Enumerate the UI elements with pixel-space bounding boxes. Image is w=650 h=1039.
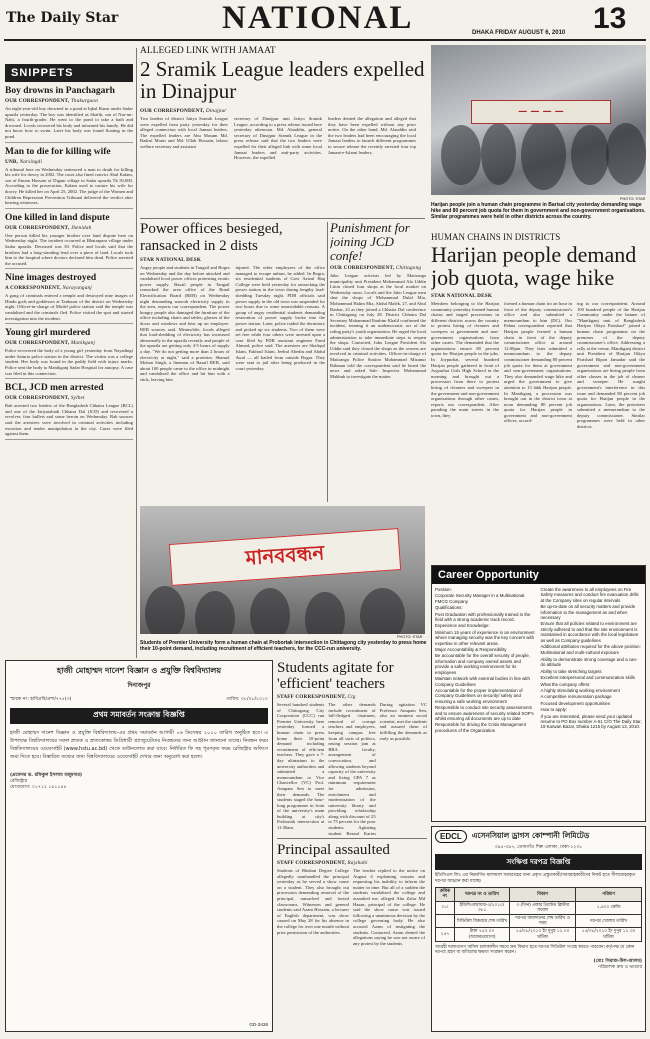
tender-title: সংক্ষিপ্ত দরপত্র বিজ্ঞপ্তি <box>435 854 642 870</box>
table-cell: টাকা ৭৫০.০০ (অফেরতযোগ্য) <box>454 928 509 941</box>
dateline: DHAKA FRIDAY AUGUST 6, 2010 <box>472 30 566 36</box>
table-cell: ইডিসিএল/আর-৩/২০১০/ ৩৮১ <box>454 901 509 914</box>
career-line: Qualifications: <box>435 605 463 611</box>
memo-number: স্মারক নং: হাবিপ্রবি/প্রশা/৭৭৫(৩) <box>10 697 72 702</box>
career-line: If you are interested, please send your updated resume to PO Box number A-61 C/O The Daily Star, 19 Karwan Bazar, Dhaka 1215 by August 13, 2010. <box>540 713 642 730</box>
table-cell: ১৫/০৮/২০১০ ইং দুপুর ১২.৩০ ঘটিকা <box>576 928 642 941</box>
career-line: Accountable for the proper implementation of Company Guidelines on security/ safety and ensuring a safe working environment <box>435 687 523 704</box>
snippet-item <box>5 383 133 440</box>
company-address: ৩৯৫-৩৯৭, তেজগাঁও শিল্প এলাকা, ঢাকা-১২০৮ <box>494 845 583 850</box>
col-3: leaders denied the allegation and alleged that they have been expelled without any prior notice. On the other hand, Md. Alauddin said the two leaders had been encouraging the local Jamaat leaders to launch different programmes to secure release the recently arrested four top Jamaat-e-Islami leaders. <box>328 116 416 155</box>
byline: OUR CORRESPONDENT, Dinajpur <box>140 108 227 114</box>
byline: STAR NATIONAL DESK <box>431 293 493 299</box>
snippet-body: One person killed his younger brother over land dispute here on Wednesday night. The incident occurred at Bhatrapara village under Sadar upazila. Deceased was 30. Police and locals said that the brothers had a long-standing feud over a piece of land. Locals took him to the hospital where doctors declared him dead. Police arrested the accused. <box>5 232 133 266</box>
headline: Students agitate for 'efficient' teachers <box>277 660 394 692</box>
snippet-body: A tribunal here on Wednesday sentenced a man to death for killing his wife for dowry in 2002. The court also fined convict Abul Kalam, son of Emam Hossain of Digam village in Sadar upazila Tk 50,000. According to the prosecution, Kalam used to torture his wife for dowry. He killed her on April 25, 2002. The judge of the Women and Children Repression Prevention Tribunal delivered the verdict after hearing witnesses. <box>5 166 133 206</box>
col-1: Two leaders of district Jatiyo Sramik League were expelled from party yesterday for their alleged connection with local Jamaat leaders. The expelled leaders are Abu Masum Md. Badrul Monir and Md. Ullah Hossain, labour welfare secretary and assistant <box>140 116 228 149</box>
career-line: Focused development opportunities <box>540 700 611 706</box>
table-cell: দরপত্র খোলার তারিখ <box>576 915 642 928</box>
headline: Harijan people demand job quota, wage hike <box>431 242 637 290</box>
snippet-byline: OUR CORRESPONDENT, Manikganj <box>5 340 96 347</box>
tender-col-header: দরপত্র নং ও তারিখ <box>454 888 509 901</box>
gd-number: GD-3436 <box>249 1022 268 1027</box>
edcl-logo: EDCL <box>435 830 467 843</box>
table-cell: ১৫/০৮/২০১০ ইং দুপুর ১২.০০ ঘটিকা <box>510 928 576 941</box>
snippet-title: Nine images destroyed <box>5 273 97 284</box>
students-banner: মানববন্ধন <box>169 528 401 586</box>
harijan-caption: Harijan people join a human chain programme in Barisal city yesterday demanding wage hike and 80 percent job quota for them in government and non-government organisations. Similar programmes were held in other districts across the country. <box>431 202 646 220</box>
tender-col-header: বিবরণ <box>510 888 576 901</box>
career-line: Additional attributes required for the above position: <box>540 644 641 650</box>
career-line: Corporate Security Manager in a Multinational FMCG Company <box>435 593 525 604</box>
masthead <box>0 0 650 38</box>
headline: Punishment for joining JCD confe! <box>330 221 410 263</box>
col-1: Members belonging to the Harijan community yesterday formed human chains and staged processions in different districts across the country to protest hiring of cleaners and sweepers at government and non-government organisations from other castes. The demanded that the organisations ensure 80 percent quota for Harijan people in the jobs. In Joypurhat, several hundred Harijan people gathered in front of Joypurhat Girls High School in the morning and brought out a procession from there to protest hiring of cleaners and sweepers in the government and non-government organisations through other castes, reports our correspondent. After parading the main streets in the town, they <box>431 301 499 418</box>
ad-university <box>5 660 273 1032</box>
story-principal <box>277 842 427 1032</box>
table-cell: দরপত্র জমাদানের শেষ তারিখ ও সময় <box>510 915 576 928</box>
table-row <box>436 928 642 941</box>
snippets-divider <box>136 48 137 658</box>
photo-students <box>140 506 425 634</box>
snippet-title: One killed in land dispute <box>5 212 110 223</box>
byline: STAR NATIONAL DESK <box>140 257 202 263</box>
jcd-divider <box>327 222 328 502</box>
table-cell: সিডিউল বিক্রয়ের শেষ তারিখ <box>454 915 509 928</box>
university-name: হাজী মোহাম্মদ দানেশ বিজ্ঞান ও প্রযুক্তি বিশ্ববিদ্যালয় <box>56 666 222 675</box>
signatory: (প্রফেসর ড. রফিকুল ইসলাম মজুমদার) <box>10 773 82 778</box>
career-right-col <box>541 587 643 734</box>
snippet-body: A gang of criminals entered a temple and destroyed nine images of Hindu gods and goddesses at Tanbazar of the district on Wednesday night. Officer-in-charge of Model police station said the temple was vandalised and the criminals fled. Police visited the spot and started investigation into the incident. <box>5 293 133 321</box>
snippet-item <box>5 147 133 209</box>
story-teachers <box>277 660 427 835</box>
career-line: Position: <box>435 587 452 592</box>
col-2: injured. The other employees of the office managed to escape unhurt, he added. In Bogra, six residential students of Govt Azizul Haq College were held yesterday for ransacking the power station in the town during lengthy load-shedding Tuesday night. PDB officials said power supply in the old town was suspended for two hours due to some unavoidable reasons. A group of angry residential students demanding restoration of power supply broke into the power station. Later, police raided the dormitory and picked up six students. Two of them were set free while four others were arrested upon a case filed by PDB assistant engineer Farid Ahmed, police said. The arrestees are Shafiqul Islam, Fakhrul Islam, Jeebul Abedin and Abdul Awal — all hailed from outside Bogra. They were sent to jail after being produced in the court yesterday. <box>235 265 325 371</box>
tender-table <box>435 887 642 942</box>
byline: STAFF CORRESPONDENT, Ctg <box>277 694 356 700</box>
col-2: formed a human chain for an hour in front of the deputy commissioner's office and also submitted a memorandum to him (DC). Our Pabna correspondent reported that Harijan people formed a human chain in front of the deputy commissioner office at around 12:00pm. They later submitted a memorandum to the deputy commissioner demanding 80 percent job quota for them at government and non-government organisations. They also demanded wage hike and urged the government to give attention to 13 lakh Harijan people. In Manikganj, a procession was brought out in the district town at noon demanding 80 percent job quota for Harijan people in government and non-government offices, accord- <box>504 301 572 424</box>
paper-name: The Daily Star <box>6 10 119 26</box>
snippets-column <box>5 64 133 629</box>
table-row <box>436 901 642 914</box>
col-2: The other demands include recruitment of full-fledged chairmen, removal of corrupt teachers and employees, keeping campus free from all sorts of politics, easing session jam at BBA faculty, arrangement of convocation, and allowing students beyond capacity of the university and fixing GPA 7 as minimum requirement for admission, enrichment and modernisation of the university library and providing scholarship along with discount of 25 to 75 percent for the poor students. Agitating student Rezaul Karim <box>328 702 376 835</box>
snippet-item <box>5 213 133 270</box>
career-line: Be accountable for the overall security of people, information and company owned assets and provide a safe working environment for its employees <box>435 653 530 675</box>
contact-phone: যোগাযোগ: ০১৭১২ ১৪১১৪৪ <box>10 785 67 790</box>
col-3: During agitation VC Professor Anupam Sen, also an eminent social scientist, met the students and assured them of fulfilling the demands as early as possible. <box>379 702 427 741</box>
table-cell: ৩ (তিন) প্রকার প্রিন্টেড ব্লিস্টার ফয়েল <box>510 901 576 914</box>
signatory-title: রেজিস্ট্রার <box>10 779 28 784</box>
snippet-byline: OUR CORRESPONDENT, Sylhet <box>5 395 85 402</box>
story-jamaat <box>140 46 425 216</box>
snippet-byline: OUR CORRESPONDENT, Jhenidah <box>5 224 92 231</box>
career-line: Maintain network with external bodies in line with Company Guidelines <box>435 676 530 687</box>
headline: 2 Sramik League leaders expelled in Dinajpur <box>140 57 425 103</box>
snippets-list <box>5 86 133 440</box>
career-line: Major Accountability & Responsibility <box>435 647 507 653</box>
snippet-item <box>5 328 133 379</box>
photo-credit: PHOTO: STAR <box>620 197 646 201</box>
headline: Principal assaulted <box>277 842 390 858</box>
harijan-banner: — — — — <box>471 100 611 124</box>
table-cell: ২৫৭ <box>436 928 455 941</box>
kicker: ALLEGED LINK WITH JAMAAT <box>140 46 276 56</box>
career-ad <box>431 565 646 822</box>
tender-intro: ইডিসিএল লিঃ এর নিম্নবর্ণিত মালামাল সরবরাহের জন্য প্রকৃত প্রস্তুতকারী/সরবরাহকারীদের নিকট হতে সীলমোহরকৃত দরপত্র আহ্বান করা যাচ্ছে। <box>435 873 636 884</box>
table-cell: ১,৪০০ কেজি <box>576 901 642 914</box>
career-line: Multinational and multi-cultural exposure <box>540 650 620 656</box>
snippet-title: BCL, JCD men arrested <box>5 383 104 394</box>
career-line: Responsible to conduct site security assessments and to ensure awareness of security related SOP's whilst ensuring all documents are up to date <box>435 705 534 721</box>
snippet-title: Man to die for killing wife <box>5 146 111 157</box>
table-row <box>436 915 642 928</box>
snippet-body: Rab arrested two leaders of the Bangladesh Chhatra League (BCL) and one of the Jatiyatabadi Chhatra Dal (JCD) and recovered a revolver, four bullets and some heroin on Wednesday. Rab sources said the arrestees were involved in criminal activities including extortion and tender manipulation in the city. Cases were filed against them. <box>5 403 133 437</box>
career-line: Experience and Knowledge: <box>435 623 490 629</box>
tender-col-header: ক্রমিক নং <box>436 888 455 901</box>
principal-top-rule <box>277 838 427 839</box>
career-line: Excellent interpersonal and communication skills <box>540 675 635 681</box>
col-2: secretary of Dinajpur unit Jatiyo Sramik League, according to a press release issued here yesterday afternoon. Md. Alauddin, general secretary of Dinajpur Sramik League in the press release said that the two leaders were expelled for their alleged link with some local Jamaat leaders and anti-party activities. However, the expelled <box>234 116 323 161</box>
career-line: Ability to take stretching targets <box>540 668 602 674</box>
career-line: A competitive remuneration package <box>540 694 612 700</box>
snippet-title: Young girl murdered <box>5 328 91 339</box>
career-line: Minimum 15 years of experience in an environment where managing security was the key concern with expertise in other relevant areas. <box>435 629 535 646</box>
tender-signatory-title: পরিচালক ক্রয় ও ভাণ্ডার <box>597 964 642 970</box>
university-city: দিনাজপুর <box>127 682 151 689</box>
career-line: Ensure that all policies related to environment are strictly adhered to and that the site environment is maintained in accordance with the local legislature as well as Company guidelines <box>540 621 639 643</box>
snippets-header: SNIPPETS <box>5 64 133 82</box>
photo-harijan <box>431 45 646 195</box>
career-header: Career Opportunity <box>432 566 645 584</box>
col-1: Students of Bhuban Degree College allegedly manhandled the principal yesterday as he served a show cause on a student. They also brought out procession demanding removal of the principal, ransacked and looted classrooms. Witnesses and general students said Azam Hossain, a lecturer of English department, was show caused on May 28 for his absence in the college for over one month without prior permission of the authorities. <box>277 868 349 935</box>
career-line: Ability to demonstrate strong coverage and a can-do attitude <box>540 656 638 668</box>
masthead-rule <box>4 39 646 41</box>
tender-signatory: (মোঃ সিরাজ-উল-আলম) <box>593 958 642 964</box>
career-line: Responsible for driving the Crisis Management procedures of the Organization <box>435 722 527 733</box>
table-cell <box>436 915 455 928</box>
col-2: The teacher replied to the notice on August 4 explaining reasons and requesting his inability to inform the matter in time. But all of a sudden the students vandalised the college and assaulted me, alleged Abu Zafar Md Hasan, principal of the college. He said the show cause was issued following a unanimous decision by the college governing body. He also accused Azam of instigating the students. Contacted, Azam denied the allegations saying he was not aware of any protest by the students. <box>353 868 425 946</box>
snippet-item <box>5 273 133 324</box>
ad-tender <box>431 826 646 1032</box>
story-power <box>140 221 325 506</box>
body: Jubo League activists led by Matiranga municipality unit President Mohammad Ala Uddin Liton closed four shops at the local market on Wednesday noon. Locals and the Jubo League men shut the shops of Mohammad Dulal Mia, Mohammad Halim Mia, Abdul Malek, 27, and Abul Bashar, 23 as they joined a Chhatra Dal conference in Chittagong on July 28. District Chhatra Dal Secretary Mohammad Ibrahim Khalil confirmed the incident, terming it an undemocratic act of the ruling party's youth organisation. He urged the local administration to take immediate steps to reopen the shops. Contacted, Jubo League President Ala Uddin said they closed the shops as the owners are involved in criminal activities. Officer-in-charge of Matiranga Police Station Mohammad Mizanur Rahman told the correspondent said he heard the news and asked Sub- Inspector Mohammad Mahbub to investigate the matter. <box>330 273 426 379</box>
career-line: Post Graduation with professionally trained in the field with a strong academic track record. <box>435 611 531 623</box>
page-number: 13 <box>593 2 627 35</box>
table-cell: ০১। <box>436 901 455 914</box>
career-line: A highly stimulating working environment <box>540 687 620 693</box>
students-caption: Students of Premier University form a human chain at Probortak intersection in Chittagong city yesterday to press home their 10-point demand, including recruitment of efficient teachers, for the CCC-run university. <box>140 640 427 652</box>
story-harijan <box>431 232 646 562</box>
snippet-byline: OUR CORRESPONDENT, Thakurgaon <box>5 98 98 104</box>
snippet-item <box>5 86 133 143</box>
career-line: Be up-to-date on all security matters and provide information to the management as and when necessary <box>540 604 636 621</box>
snippet-body: Police recovered the body of a young girl yesterday from Nayadingi under Saturia police station in the district. The victim was a college student. Her body was found in the paddy field with injury marks. Police sent the body to Manikganj Sadar Hospital for autopsy. A case was filed in this connection. <box>5 348 133 376</box>
byline: STAFF CORRESPONDENT, Rajshahi <box>277 860 368 866</box>
snippet-body: An eight-year-old boy drowned in a pond at Iqbal Bazar under Sadar upazila yesterday. The boy was identified as Shafik, son of Nur-un-Nabi, a fourth-grader. He went to the pond to take a bath and drowned. Locals recovered his body and informed his family. He did not know how to swim. Later his body was found floating in the pond. <box>5 106 133 139</box>
snippet-byline: A CORRESPONDENT, Narayanganj <box>5 285 92 292</box>
company-name: এসেনসিয়াল ড্রাগস কোম্পানী লিমিটেড <box>471 830 590 840</box>
tender-footer: আগ্রহী দরদাতাগণ অফিস চলাকালীন সময়ে ক্রয় বিভাগ হতে দরপত্র সিডিউল সংগ্রহ করতে পারবেন। কর্তৃপক্ষ যে কোন দরপত্র গ্রহণ বা বাতিলের ক্ষমতা সংরক্ষণ করেন। <box>435 944 635 956</box>
section-title: NATIONAL <box>222 0 414 36</box>
tender-col-header: পরিমাণ <box>576 888 642 901</box>
power-top-rule <box>140 218 425 219</box>
career-line: Create the awareness to all employees on Fire Safety measures and conduct fire evacuation drills at the Company sites on regular intervals <box>540 587 639 603</box>
headline: Power offices besieged, ransacked in 2 dists <box>140 221 283 254</box>
photo-credit: PHOTO: STAR <box>397 635 423 639</box>
notice-body: হাজী মোহাম্মদ দানেশ বিজ্ঞান ও প্রযুক্তি বিশ্ববিদ্যালয়-এর প্রথম সমাবর্তন আগামী ০৬ ডিসেম্বর ২০১০ তারিখ অনুষ্ঠিত হবে। এ উপলক্ষে বিশ্ববিদ্যালয়ের সকল স্নাতক ও স্নাতকোত্তর ডিগ্রিধারী গ্র্যাজুয়েটদের নিবন্ধনের জন্য আহ্বান জানানো যাচ্ছে। নিবন্ধন ফরম বিশ্ববিদ্যালয়ের ওয়েবসাইট (www.hstu.ac.bd) থেকে ডাউনলোড করা যাবে। নির্ধারিত ফি সহ পূরণকৃত ফরম রেজিস্ট্রার অফিসে জমা দিতে হবে। বিস্তারিত তথ্যের জন্য বিশ্ববিদ্যালয়ের ওয়েবসাইট দেখার জন্য অনুরোধ করা হলো। <box>10 730 268 760</box>
col-3: ing to our correspondent. Around 100 hundred people of the Harijan Community under the banner of "Manikganj unit of Bangladesh Harijan Oikya Parishad" joined a human chain programme on the premises of the deputy commissioner's office. Addressing a rally at the venue, Manikganj district unit President of Harijan Oikya Parishad Bipon Jamadar said the government and non-government organisations are hiring people from other classes in the job of cleaner and sweeper. He sought government's interference in this issue and demanded 80 percent job quota for Harijan people in the organisations. Later, the protesters submitted a memorandum to the deputy commissioner. Similar programmes were held in other districts. <box>577 301 645 430</box>
kicker: HUMAN CHAINS IN DISTRICTS <box>431 232 561 242</box>
col-1: Angry people and students in Tangail and Bogra on Wednesday and the day before attacked and vandalised local power offices protesting erratic power supply. Basail people in Tangail ransacked the area office of the Rural Electrification Board (REB) on Wednesday night demanding smooth electricity supply in the area, reports our correspondent. The power hungry people also damaged the furniture of the office including chairs and tables, glasses of the doors and windows and beat up an employee. REB sources said. Meanwhile, locals alleged that load-shedding of electricity has increased abnormally in the upazila recently and people of the upazila are getting only 4-5 hours of supply a day. "We do not getting more than 2 hours of electricity at night," said a protester. Shamol Mohan Singh, a lineman of Basail REB, said about 100 people came to the office in midnight and vandalised the office and hit him with a stick, leaving him <box>140 265 230 382</box>
col-1: Several hundred students of Chittagong City Corporation (CCC) run Premier University here yesterday formed a human chain to press home their 10-point demand including recruitment of efficient teachers. They gave a 7-day ultimatum to the university authorities and submitted a memorandum to Vice Chancellor (VC) Prof. Anupam Sen to meet their demands. The students staged the hour-long programme in front of the university's main building at city's Probortak intersection at 11:30am. <box>277 702 325 831</box>
career-line: How to apply: <box>540 707 568 713</box>
memo-date: তারিখ: ০৮/০৮/২০১০ <box>226 697 268 702</box>
snippet-title: Boy drowns in Panchagarh <box>5 86 115 96</box>
story-jcd <box>330 221 426 506</box>
notice-title: প্রথম সমাবর্তন সংক্রান্ত বিজ্ঞপ্তি <box>10 708 268 724</box>
byline: OUR CORRESPONDENT, Chittagong <box>330 265 422 271</box>
career-line: What the company offers: <box>540 681 591 687</box>
snippet-byline: UNB, Narsingdi <box>5 158 43 165</box>
career-left-col <box>435 587 537 734</box>
